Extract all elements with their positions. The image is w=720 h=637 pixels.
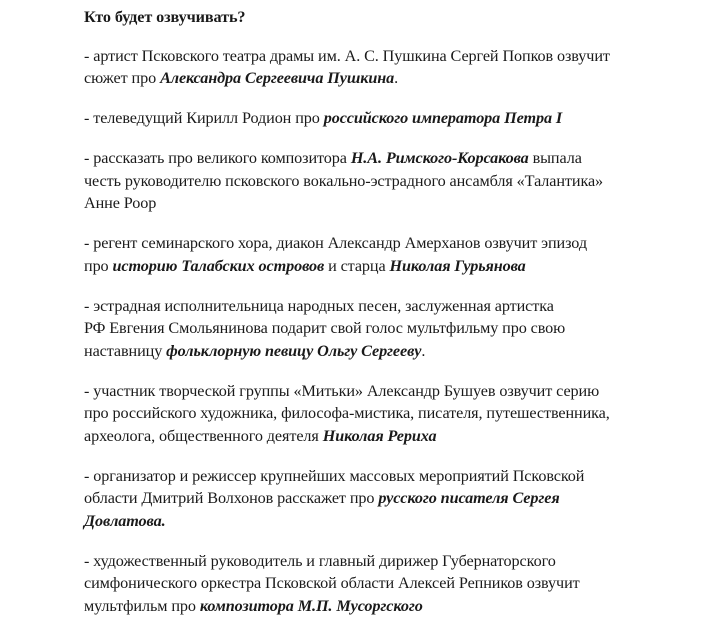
list-item: [84, 380, 704, 448]
text-segment: сюжет про: [84, 69, 161, 87]
text-line: [84, 107, 704, 130]
text-segment: археолога, общественного деятеля: [84, 426, 323, 445]
list-item: [84, 107, 704, 130]
text-line: [84, 67, 704, 90]
text-segment: наставницу: [84, 341, 167, 360]
paragraph-list: [84, 45, 704, 618]
text-segment: - рассказать про великого композитора: [84, 149, 351, 167]
text-line: [84, 380, 704, 403]
list-item: [84, 147, 704, 215]
text-line: [84, 295, 704, 318]
text-segment: - участник творческой группы «Митьки» Александр Бушуев озвучит серию: [84, 381, 600, 400]
text-line: [84, 572, 704, 595]
emphasized-name: русского писателя Сергея: [378, 489, 560, 507]
text-line: [84, 595, 704, 618]
text-line: [84, 255, 704, 278]
text-segment: симфонического оркестра Псковской области Алексей Репников озвучит: [84, 574, 580, 592]
text-segment: про: [84, 256, 113, 275]
text-segment: и старца: [324, 256, 390, 275]
list-item: [84, 45, 704, 90]
text-segment: Анне Роор: [84, 194, 157, 212]
text-line: [84, 147, 704, 170]
text-segment: мультфильм про: [84, 596, 200, 615]
text-segment: честь руководителю псковского вокально-эстрадного ансамбля «Талантика»: [84, 171, 604, 190]
text-segment: - художественный руководитель и главный дирижер Губернаторского: [84, 551, 556, 570]
emphasized-name: Николая Рериха: [322, 426, 437, 445]
text-line: [84, 465, 704, 488]
text-segment: .: [421, 341, 426, 360]
text-line: [84, 487, 704, 510]
text-line: [84, 170, 704, 193]
emphasized-name: Н.А. Римского-Корсакова: [350, 149, 529, 167]
text-line: [84, 340, 704, 363]
text-line: [84, 317, 704, 340]
emphasized-name: композитора М.П. Мусоргского: [199, 596, 423, 615]
emphasized-name: фольклорную певицу Ольгу Сергееву: [166, 341, 422, 360]
list-item: [84, 232, 704, 277]
emphasized-name: Довлатова.: [84, 511, 166, 530]
list-item: [84, 295, 704, 363]
text-segment: выпала: [528, 149, 582, 167]
document-title: Кто будет озвучивать?: [84, 8, 246, 26]
text-line: [84, 550, 704, 573]
emphasized-name: Александра Сергеевича Пушкина: [160, 69, 395, 87]
emphasized-name: российского императора Петра I: [323, 109, 563, 127]
text-segment: про российского художника, философа-мистика, писателя, путешественника,: [84, 404, 610, 422]
text-segment: - организатор и режиссер крупнейших массовых мероприятий Псковской: [84, 466, 585, 485]
text-segment: - телеведущий Кирилл Родион про: [84, 109, 324, 127]
list-item: [84, 550, 704, 618]
text-segment: РФ Евгения Смольянинова подарит свой голос мультфильму про свою: [84, 319, 566, 337]
emphasized-name: Николая Гурьянова: [389, 256, 526, 275]
text-segment: области Дмитрий Волхонов расскажет про: [84, 489, 379, 507]
document: [84, 6, 704, 635]
text-line: [84, 45, 704, 68]
list-item: [84, 465, 704, 533]
text-segment: - артист Псковского театра драмы им. А. С. Пушкина Сергей Попков озвучит: [84, 46, 610, 65]
text-segment: - эстрадная исполнительница народных песен, заслуженная артистка: [84, 296, 554, 315]
emphasized-name: историю Талабских островов: [112, 256, 325, 275]
text-segment: .: [394, 69, 399, 87]
text-line: [84, 425, 704, 448]
text-line: [84, 510, 704, 533]
text-line: [84, 192, 704, 215]
text-line: [84, 232, 704, 255]
text-segment: - регент семинарского хора, диакон Александр Амерханов озвучит эпизод: [84, 234, 587, 252]
text-line: [84, 402, 704, 425]
